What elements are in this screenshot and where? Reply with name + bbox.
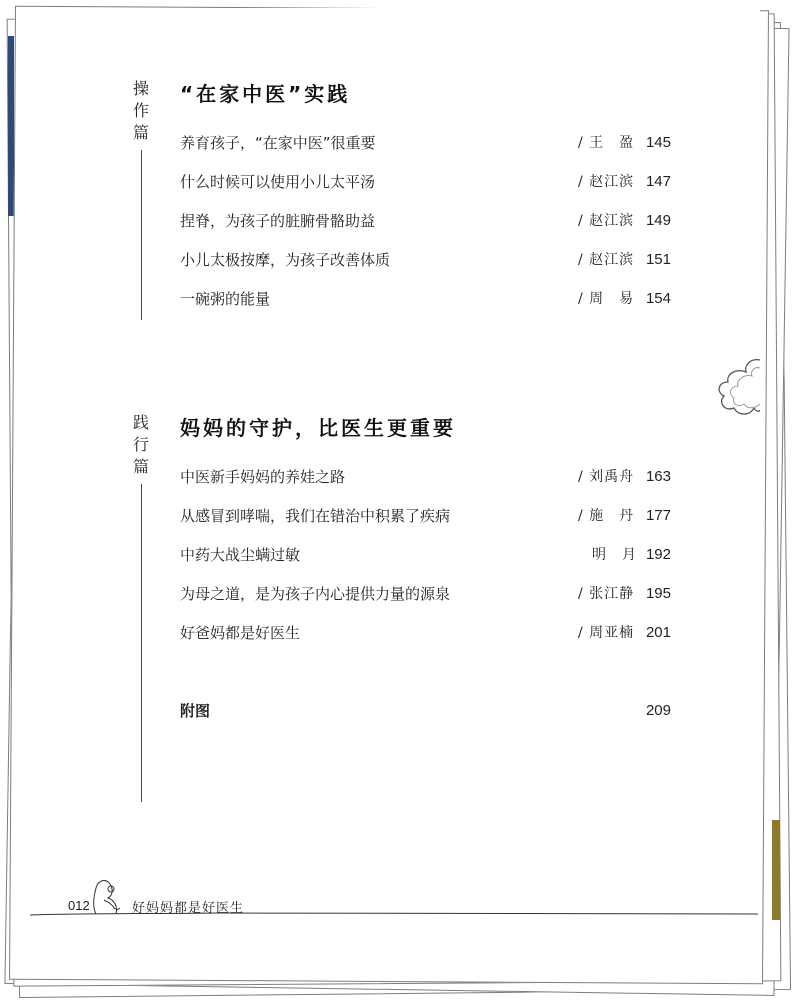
toc-entry[interactable] [180, 583, 671, 605]
entry-author: / 施 丹 [578, 508, 635, 524]
entry-author: 明 月 [592, 547, 637, 563]
entry-page: 147 [645, 173, 671, 190]
toc-entry[interactable] [180, 466, 671, 488]
toc-entry[interactable] [180, 210, 671, 232]
toc-entry[interactable] [180, 544, 671, 566]
entry-author: / 赵江滨 [578, 213, 635, 229]
entry-title: 中药大战尘螨过敏 [180, 546, 301, 564]
entry-author: / 张江静 [578, 586, 635, 602]
section-label-char: 行 [132, 435, 149, 454]
cover-edge [772, 820, 780, 920]
toc-entry[interactable] [180, 505, 671, 527]
section-divider-line [141, 150, 142, 320]
entry-author: / 周 易 [578, 291, 635, 307]
section-label-char: 篇 [132, 123, 149, 142]
toc-page [20, 8, 760, 976]
page-number: 012 [68, 898, 90, 913]
entry-author: / 王 盈 [578, 135, 635, 151]
entry-title: 什么时候可以使用小儿太平汤 [180, 173, 376, 191]
section-label [131, 78, 151, 144]
entry-title: 中医新手妈妈的养娃之路 [180, 468, 346, 486]
entry-author: / 刘禹舟 [578, 469, 635, 485]
toc-entry[interactable] [180, 132, 671, 154]
entry-page: 195 [645, 585, 671, 602]
entry-page: 149 [645, 212, 671, 229]
section-label-char: 作 [132, 101, 149, 120]
toc-entry[interactable] [180, 622, 671, 644]
toc-entry[interactable] [180, 171, 671, 193]
entry-title: 附图 [180, 702, 211, 720]
running-title: 好妈妈都是好医生 [132, 901, 245, 916]
entry-title: 一碗粥的能量 [180, 290, 271, 308]
section-divider-line [141, 484, 142, 802]
toc-entry[interactable] [180, 249, 671, 271]
entry-page: 209 [645, 702, 671, 719]
section-label-char: 操 [132, 79, 149, 98]
entry-author: / 周亚楠 [578, 625, 635, 641]
entry-title: 捏脊，为孩子的脏腑骨骼助益 [180, 212, 376, 230]
section-label-char: 践 [132, 413, 149, 432]
entry-page: 192 [645, 546, 671, 563]
entry-page: 154 [645, 290, 671, 307]
footer-doodle-line [20, 880, 760, 920]
cloud-doodle-icon [714, 354, 760, 420]
section-title: “在家中医”实践 [180, 82, 351, 106]
entry-page: 145 [645, 134, 671, 151]
toc-entry[interactable] [180, 288, 671, 310]
entry-page: 201 [645, 624, 671, 641]
section-label [131, 412, 151, 478]
entry-author: / 赵江滨 [578, 252, 635, 268]
toc-entry-appendix[interactable] [180, 700, 671, 722]
entry-title: 养育孩子，“在家中医”很重要 [180, 134, 376, 152]
entry-page: 151 [645, 251, 671, 268]
section-title: 妈妈的守护，比医生更重要 [180, 416, 456, 440]
entry-title: 小儿太极按摩，为孩子改善体质 [180, 251, 391, 269]
entry-title: 从感冒到哮喘，我们在错治中积累了疾病 [180, 507, 451, 525]
section-label-char: 篇 [132, 457, 149, 476]
entry-author: / 赵江滨 [578, 174, 635, 190]
entry-title: 为母之道，是为孩子内心提供力量的源泉 [180, 585, 451, 603]
entry-title: 好爸妈都是好医生 [180, 624, 301, 642]
entry-page: 163 [645, 468, 671, 485]
entry-page: 177 [645, 507, 671, 524]
